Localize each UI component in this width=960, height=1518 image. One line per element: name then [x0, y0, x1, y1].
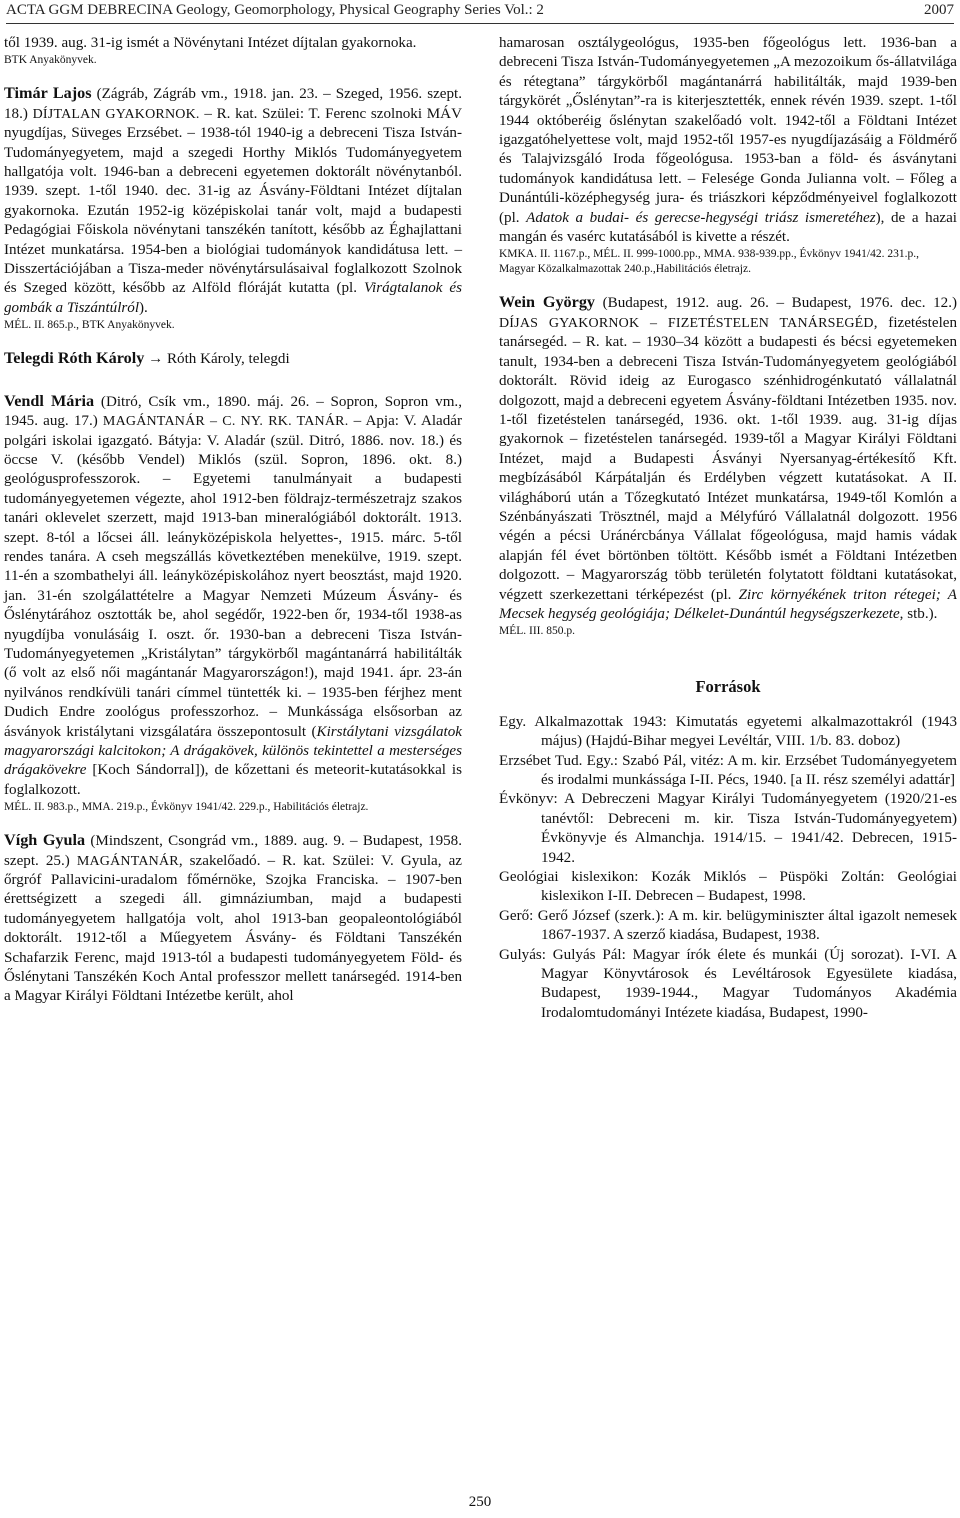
header-rule	[6, 23, 954, 24]
entry-timar: Timár Lajos (Zágráb, Zágráb vm., 1918. jan. 23. – Szeged, 1956. szept. 18.) DÍJTALAN GYAKORNOK. – R. kat. Szülei: T. Ferenc szolnoki MÁV nyugdíjas, Süveges Erzsébet. – 1938-tól 1940-ig a debreceni Tisza István-Tudományegyetem, majd a szegedi Horthy Miklós Tudományegyetem hallgatója volt. 1946-ban a debreceni egyetemen doktorált növénytanból. 1939. szept. 1-től 1940. dec. 31-ig az Ásvány-Földtani Intézet díjtalan gyakornoka. Ezután 1952-ig középiskolai tanár volt, majd a budapesti Pedagógiai Főiskola növénytani tanszékén tanított, később az Éghajlattani Intézet munkatársa. 1954-ben a biológiai tudományok kandidátusa lett. – Disszertációjában a Tisza-meder növénytársulásaival foglalkozott Szolnok és Szeged között, később az Alföld flóráját kutatta (pl. Virágtalanok és gombák a Tiszántúlról).	[4, 84, 462, 316]
running-header	[6, 0, 954, 28]
continuation-text: től 1939. aug. 31-ig ismét a Növénytani Intézet díjtalan gyakornoka.	[4, 35, 417, 51]
continuation-source: BTK Anyakönyvek.	[4, 54, 97, 67]
entry-source: MÉL. II. 983.p., MMA. 219.p., Évkönyv 1941/42. 229.p., Habilitációs életrajz.	[4, 801, 369, 814]
work-title: Virágtalanok és gombák a Tiszántúlról	[4, 280, 462, 316]
spacer	[499, 277, 957, 293]
entry-position: MAGÁNTANÁR – C. NY. RK. TANÁR.	[102, 414, 349, 430]
arrow-icon: →	[144, 351, 167, 368]
entry-vigh: Vígh Gyula (Mindszent, Csongrád vm., 1889. aug. 9. – Budapest, 1958. szept. 25.) MAGÁNTANÁR, szakelőadó. – R. kat. Szülei: V. Gyula, az őrgróf Pallavicini-uradalom főmérnöke, Szojka Franciska. – 1907-ben érettségizett a szegedi áll. gimnáziumban, majd a budapesti tudományegyetem hallgatója volt, ahol 1913-ban geopaleontológiából doktorált. 1912-től a Műegyetem Ásvány- és Földtani Tanszékén Schafarzik Ferenc, majd 1913-tól a budapesti tudományegyetem Föld- és Őslénytani Tanszékén Koch Antal professzor mellett tanársegéd. 1914-ben a Magyar Királyi Földtani Intézetbe került, ahol	[4, 831, 462, 1005]
entry-source: MÉL. III. 850.p.	[499, 625, 576, 638]
journal-title: ACTA GGM DEBRECINA Geology, Geomorphology, Physical Geography Series Vol.: 2	[6, 2, 544, 18]
spacer	[4, 68, 462, 84]
entry-position: DÍJAS GYAKORNOK – FIZETÉSTELEN TANÁRSEGÉD	[499, 315, 874, 331]
spacer	[499, 697, 957, 713]
entry-source: MÉL. II. 865.p., BTK Anyakönyvek.	[4, 319, 175, 332]
entry-vigh-continued: hamarosan osztálygeológus, 1935-ben főgeológus lett. 1936-ban a debreceni Tisza István-Tudományegyetemen „A mezozoikum ős-állatvilága és rétegtana” tárgykörből magántanárrá habilitálták, majd 1939-ben tárgykörét „Őslénytan”-ra is kiterjesztették, ennek révén 1939. szept. 1-től 1944 októberéig őslénytan szakelőadó volt. 1942-től a Földtani Intézet igazgatóhelyettese volt, majd 1952-től 1957-es nyugdíjazásáig a Földmérő és Talajvizsgáló Iroda főgeológusa. 1953-ban a föld- és ásványtani tudományok kandidátusa lett. – Felesége Gonda Julianna volt. – Főleg a Dunántúli-középhegység jura- és triászkori képződményeivel foglalkozott (pl. Adatok a budai- és gerecse-hegységi triász ismeretéhez), de a hazai mangán és vasérc kutatásából is kivette a részét.	[499, 35, 957, 246]
spacer	[499, 639, 957, 661]
reference-item: Gulyás: Gulyás Pál: Magyar írók élete és munkái (Új sorozat). I-VI. A Magyar Könyvtárosok és Levéltárosok Egyesülete kiadása, Budapest, 1939-1944., Magyar Tudományos Akadémia Irodalomtudományi Intézete kiadása, Budapest, 1990-	[499, 946, 957, 1021]
cross-reference: Róth Károly, telegdi	[166, 351, 290, 368]
entry-position: DÍJTALAN GYAKORNOK.	[32, 106, 200, 122]
entry-telegdi	[4, 349, 462, 369]
entry-wein: Wein György (Budapest, 1912. aug. 26. – Budapest, 1976. dec. 12.) DÍJAS GYAKORNOK – FIZETÉSTELEN TANÁRSEGÉD, fizetéstelen tanársegéd. – R. kat. – 1930–34 között a budapesti és bécsi egyetemeken tanult, 1934-ben a debreceni Tisza István-Tudományegyetem geológiából doktorált. Rövid ideig az Eurogasco szénhidrogénkutató vállalatnál dolgozott, majd a debreceni egyetem Ásvány-földtani Intézetben 1935. nov. 1-től fizetéstelen tanársegéd, 1936. okt. 1-től 1939. aug. 31-ig díjas gyakornok – fizetéstelen tanársegéd. 1939-től a Magyar Királyi Földtani Intézet, majd a Budapesti Ásványi Nyersanyag-értékesítő Kft. megbízásából Kárpátalján és Erdélyben végzett kutatásokat. A II. világháború után a Tőzegkutató Intézet munkatársa, 1949-től Komlón a Szénbányászati Trösztnél, majd a Mélyfúró Vállalatnál dolgozott. 1956 végén a pécsi Uránércbánya Vállalat főgeológusa, majd hamis vádak alapján fél évet börtönben töltött. Később ismét a Földtani Intézetben dolgozott. – Magyarország több területén folytatott földtani kutatásokat, végzett szerkezettani térképezést (pl. Zirc környékének triton rétegei; A Mecsek hegység geológiája; Délkelet-Dunántúl hegységszerkezete, stb.).	[499, 293, 958, 622]
entry-vendl: Vendl Mária (Ditró, Csík vm., 1890. máj. 26. – Sopron, Sopron vm., 1945. aug. 17.) MAGÁNTANÁR – C. NY. RK. TANÁR. – Apja: V. Aladár polgári iskolai igazgató. Bátyja: V. Aladár (szül. Ditró, 1886. nov. 18.) és öccse V. (később Vendel) Miklós (szül. Sopron, 1896. okt. 8.) geológusprofesszorok. – Egyetemi tanulmányait a budapesti tudományegyetemen végezte, ahol 1912-ben földrajz-természetrajz szakos tanári oklevelet szerzett, majd 1913-ban mineralógiából doktorált. 1913. szept. 8-tól a lőcsei áll. leányközépiskola helyettes-, 1915. márc. 5-től rendes tanára. A cseh megszállás következtében menekülve, 1919. szept. 11-én a szombathelyi áll. leányközépiskolához nyert beosztást, majd 1920. jan. 31-én szolgálattételre a Magyar Nemzeti Múzeum Ásvány- és Őslénytárához osztották be, ahol segédőr, 1922-ben őr, 1934-től 1938-as nyugdíjba vonulásáig I. oszt. őr. 1930-ban a debreceni Tisza István-Tudományegyetemen „Kristálytan” tárgykörből magántanárrá habilitálták (ő volt az első női magántanár Magyarországon!), majd 1941. ápr. 23-án nyilvános rendkívüli tanári címmel tüntették ki. – 1935-ben férjhez ment Dudich Endre zoológus professzorhoz. – Munkássága elsősorban az ásványok kristálytani vizsgálatára összepontosult (Kirstálytani vizsgálatok magyarországi kalcitokon; A drágakövek, különös tekintettel a mesterséges drágakövekre [Koch Sándorral]), de kőzettani és meteorit-kutatásokkal is foglalkozott.	[4, 391, 463, 798]
right-column	[499, 34, 957, 1023]
left-column	[4, 34, 462, 1007]
entry-name: Wein György	[499, 293, 596, 312]
entry-name: Telegdi Róth Károly	[4, 349, 145, 368]
entry-source: KMKA. II. 1167.p., MÉL. II. 999-1000.pp., MMA. 938-939.pp., Évkönyv 1941/42. 231.p., Magyar Közalkalmazottak 240.p.,Habilitációs életrajz.	[499, 248, 919, 276]
entry-name: Vígh Gyula	[4, 831, 86, 850]
reference-item: Évkönyv: A Debreczeni Magyar Királyi Tudományegyetem (1920/21-es tanévtől: Debreceni m. kir. Tisza István-Tudományegyetem) Évkönyvje és Almanchja. 1914/15. – 1941/42. Debrecen, 1915-1942.	[499, 791, 957, 866]
spacer	[4, 815, 462, 831]
reference-item: Egy. Alkalmazottak 1943: Kimutatás egyetemi alkalmazottakról (1943 május) (Hajdú-Bihar megyei Levéltár, VIII. 1/b. 83. doboz)	[499, 713, 957, 750]
spacer	[4, 370, 462, 392]
spacer	[499, 661, 957, 677]
sources-heading: Források	[695, 677, 761, 697]
reference-item: Geológiai kislexikon: Kozák Miklós – Püspöki Zoltán: Geológiai kislexikon I-II. Debrecen – Budapest, 1998.	[499, 869, 957, 905]
work-title: Zirc környékének triton rétegei; A Mecsek hegység geológiája; Délkelet-Dunántúl hegységszerkezete	[499, 586, 957, 622]
reference-item: Gerő: Gerő József (szerk.): A m. kir. belügyminiszter által igazolt nemesek 1867-1937. A szerző kiadása, Budapest, 1938.	[499, 907, 957, 944]
spacer	[4, 333, 462, 349]
work-title: Kirstálytani vizsgálatok magyarországi kalcitokon; A drágakövek, különös tekintettel a mesterséges drágakövekre	[4, 723, 462, 779]
entry-name: Vendl Mária	[4, 391, 95, 410]
reference-item: Erzsébet Tud. Egy.: Szabó Pál, vitéz: A m. kir. Erzsébet Tudományegyetem és irodalmi munkássága I-II. Pécs, 1940. [a II. rész személyi adattár]	[499, 752, 957, 788]
work-title: Adatok a budai- és gerecse-hegységi triász ismeretéhez	[526, 209, 876, 226]
entry-position: MAGÁNTANÁR	[76, 853, 179, 869]
entry-name: Timár Lajos	[4, 84, 92, 103]
journal-year: 2007	[924, 2, 954, 18]
page-number: 250	[468, 1494, 492, 1510]
